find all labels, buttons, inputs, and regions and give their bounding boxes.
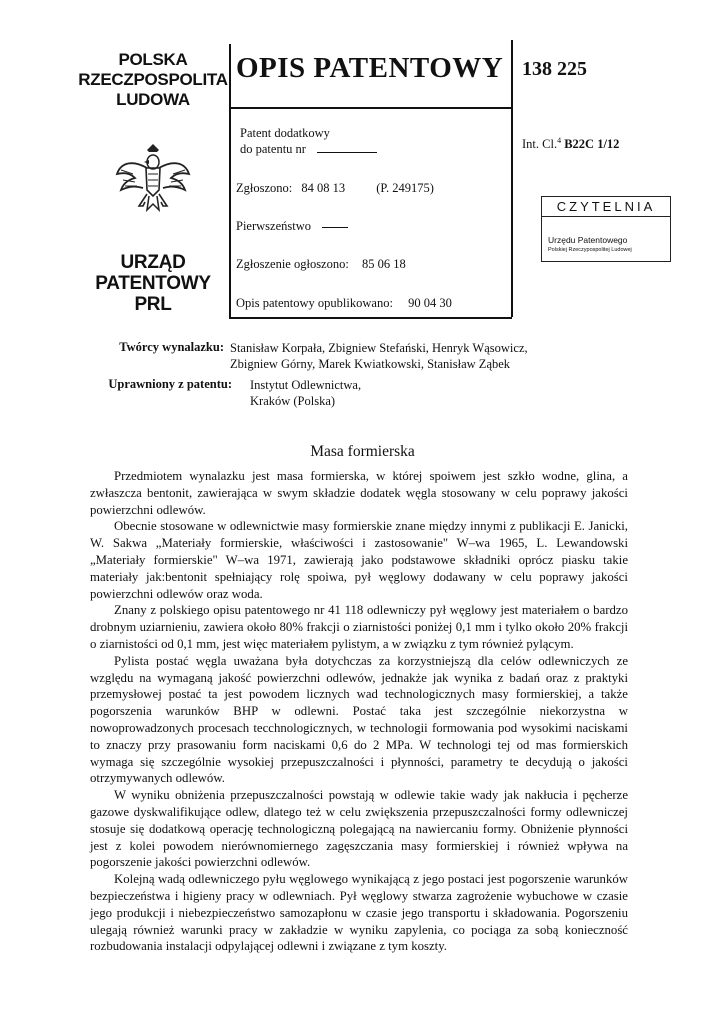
document-type-title: OPIS PATENTOWY (236, 52, 504, 84)
stamp-line-2: Urzędu Patentowego (548, 235, 628, 245)
inventors-list (230, 340, 528, 372)
application-published-field (236, 257, 406, 272)
additional-patent-label: Patent dodatkowy (240, 126, 330, 140)
country-line-2: RZECZPOSPOLITA (78, 70, 228, 89)
priority-label: Pierwszeństwo (236, 219, 311, 233)
paragraph: Kolejną wadą odlewniczego pyłu węglowego wynikającą z jego postaci jest pogorszenie warunków bezpieczeństwa i higieny pracy w odlewniach. Pył węglowy stwarza zagrożenie wybuchowe w czasie jego produkcji i niebezpieczeństwo samozapłonu w czasie jego transportu i składowania. Pogorszeniu ulegają również warunki pracy w zakładzie w wyniku zapylenia, co pociąga za sobą konieczność rozbudowania instalacji odpylającej odlewni i związane z tym koszty. (90, 872, 628, 954)
frame-divider-left (229, 44, 231, 319)
filed-ref: (P. 249175) (376, 181, 434, 195)
filed-value: 84 08 13 (301, 181, 346, 195)
office-line-2: PATENTOWY (95, 273, 211, 294)
invention-title: Masa formierska (310, 443, 415, 460)
reading-room-stamp (541, 196, 671, 262)
inventors-label: Twórcy wynalazku: (119, 340, 224, 354)
description-published-value: 90 04 30 (408, 296, 452, 310)
owner-line-1: Instytut Odlewnictwa, (250, 378, 362, 392)
int-cl-value: B22C 1/12 (564, 137, 620, 152)
priority-blank (322, 227, 348, 228)
description-published-field (236, 296, 452, 311)
inventors-line-1: Stanisław Korpała, Zbigniew Stefański, Henryk Wąsowicz, (230, 341, 528, 355)
office-name (78, 252, 228, 315)
paragraph: Przedmiotem wynalazku jest masa formierska, w której spoiwem jest szkło wodne, glina, a zwłaszcza bentonit, zawierająca w swym składzie dodatek węgla stosowany w celu poprawy jakości powierzchni odlewów. (90, 469, 628, 517)
inventors-line-2: Zbigniew Górny, Marek Kwiatkowski, Stanisław Ząbek (230, 357, 511, 371)
stamp-line-3: Polskiej Rzeczypospolitej Ludowej (548, 247, 632, 253)
paragraph: Pylista postać węgla uważana była dotychczas za korzystniejszą dla celów odlewniczych ze względu na wymaganą jakość powierzchni odlewów, jednakże jak wynika z badań oraz z praktyki przemysłowej postać ta jest powodem licznych wad technologicznych masy formierskiej, a także pogorszenia warunków BHP w odlewni. Postać taka jest szczególnie niekorzystna w nowoprowadzonych procesach tecchnologicznych, w technologii formowania pod wysokimi naciskami to znaczy przy prasowaniu form naciskami 0,6 do 2 MPa. W technologi tej od mas formierskich wymaga się szczególnie wysokiej przepuszczalności i płynności, parametry te decydują o jakości otrzymywanych odlewów. (90, 653, 628, 786)
int-classification (522, 136, 619, 152)
frame-bottom (229, 317, 512, 319)
int-cl-sup: 4 (557, 136, 562, 145)
owner-info (250, 377, 361, 409)
country-name (78, 50, 228, 110)
country-line-1: POLSKA (118, 50, 188, 69)
patent-number: 138 225 (522, 58, 587, 80)
paragraph: Znany z polskiego opisu patentowego nr 41 118 odlewniczy pył węglowy jest materiałem o bardzo drobnym uziarnieniu, zawiera około 80% frakcji o ziarnistości poniżej 0,1 mm i tylko około 20% frakcji o ziarnistości od 0,1 mm, jest więc materiałem pylistym, a w związku z tym również pylącym. (90, 603, 628, 651)
office-line-3: PRL (134, 294, 172, 315)
stamp-line-1: CZYTELNIA (542, 199, 670, 217)
polish-eagle-emblem (113, 140, 193, 220)
filed-field (236, 181, 434, 196)
title-underline (229, 107, 512, 109)
owner-line-2: Kraków (Polska) (250, 394, 336, 408)
additional-patent-blank (317, 152, 377, 153)
description-published-label: Opis patentowy opublikowano: (236, 296, 393, 310)
paragraph: Obecnie stosowane w odlewnictwie masy formierskie znane między innymi z publikacji E. Janicki, W. Sakwa „Materiały formierskie, właściwości i zastosowanie" W–wa 1965, L. Lewandowski „Materiały formierskie" W–wa 1971, zawierają jako podstawowe składniki oprócz piasku takie materiały jak:bentonit spełniający rolę spoiwa, pył węglowy dodawany w celu poprawy jakości powierzchni odlewów oraz woda. (90, 519, 628, 601)
description-body (90, 468, 628, 955)
additional-patent-label-2: do patentu nr (240, 142, 306, 156)
filed-label: Zgłoszono: (236, 181, 293, 195)
additional-patent-field (240, 142, 377, 157)
paragraph: W wyniku obniżenia przepuszczalności powstają w odlewie takie wady jak nakłucia i pęcherze gazowe dyskwalifikujące odlew, dlatego też w celu zwiększenia przepuszczalności formy odlewniczej stosuje się dodatkową operację technologiczną polegającą na nawiercaniu formy. Obniżenie płynności jest z kolei powodem nierównomiernego zagęszczania masy formierskiej i również wpływa na pogorszenie jakości powierzchni odlewów. (90, 788, 628, 870)
owner-label: Uprawniony z patentu: (108, 377, 232, 391)
priority-field (236, 219, 348, 234)
int-cl-label: Int. Cl. (522, 137, 558, 152)
country-line-3: LUDOWA (116, 90, 190, 109)
frame-divider-right (511, 40, 513, 317)
application-published-value: 85 06 18 (361, 257, 406, 271)
application-published-label: Zgłoszenie ogłoszono: (236, 257, 349, 271)
office-line-1: URZĄD (120, 252, 186, 273)
